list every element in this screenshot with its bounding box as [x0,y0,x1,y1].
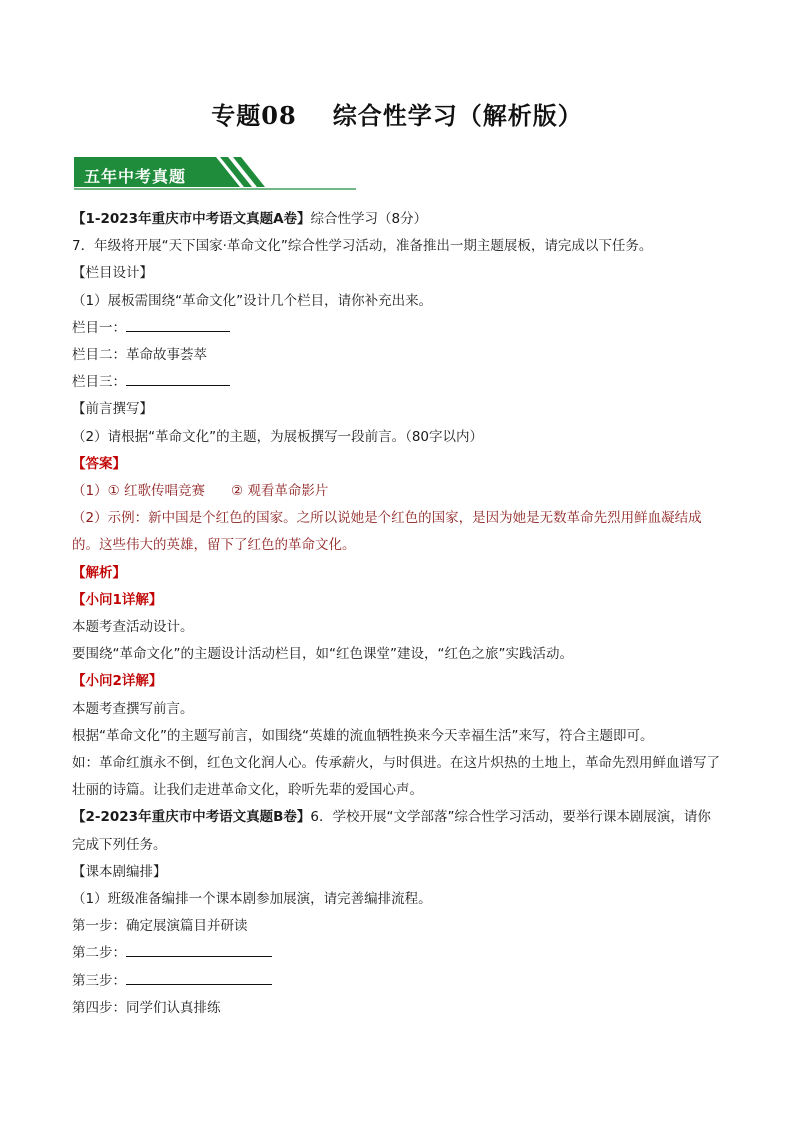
q2-section-play: 【课本剧编排】 [72,863,167,880]
question-content [72,206,724,1022]
q1-column-2: 栏目二：革命故事荟萃 [72,347,207,364]
q2-subquestion-1: （1）班级准备编排一个课本剧参加展演，请完善编排流程。 [72,891,432,908]
title-prefix: 专题08 [211,101,297,130]
banner-label: 五年中考真题 [84,167,187,186]
q1-section-column-design: 【栏目设计】 [72,265,153,282]
q1-stem: 7．年级将开展“天下国家·革命文化”综合性学习活动，准备推出一期主题展板，请完成以下任务。 [72,238,653,255]
q1-source-suffix: 综合性学习（8分） [310,211,428,227]
analysis-label: 【解析】 [72,564,126,581]
answer-2: （2）示例：新中国是个红色的国家。之所以说她是个红色的国家，是因为她是无数革命先烈用鲜血凝结成的。这些伟大的英雄，留下了红色的革命文化。 [72,510,702,554]
answer-1 [72,478,724,505]
small-question-1-label: 【小问1详解】 [72,591,163,608]
q2-step-4: 第四步：同学们认真排练 [72,999,221,1016]
small-question-2-label: 【小问2详解】 [72,673,163,690]
q2-step-1: 第一步：确定展演篇目并研读 [72,918,248,935]
small-question-1-line-2: 要围绕“革命文化”的主题设计活动栏目，如“红色课堂”建设，“红色之旅”实践活动。 [72,646,573,663]
q1-column-3-blank [126,371,230,386]
answer-1-b: ② 观看革命影片 [230,483,329,500]
q2-header [72,804,724,858]
small-question-2-line-2: 根据“革命文化”的主题写前言，如围绕“英雄的流血牺牲换来今天幸福生活”来写，符合主题即可。 [72,727,654,744]
q1-column-1-blank [126,317,230,332]
q2-source: 【2-2023年重庆市中考语文真题B卷】 [72,809,311,826]
small-question-1-line-1: 本题考查活动设计。 [72,619,194,636]
q2-step-3-blank [126,970,272,985]
q1-column-3-label: 栏目三： [72,374,126,391]
q1-header [72,206,724,233]
q2-step-3-label: 第三步： [72,972,126,989]
q1-column-3 [72,369,724,396]
answer-1-a: （1）① 红歌传唱竞赛 [72,483,205,500]
answer-label: 【答案】 [72,455,126,472]
small-question-2-line-3: 如：革命红旗永不倒，红色文化润人心。传承薪火，与时俱进。在这片炽热的土地上，革命先烈用鲜血谱写了壮丽的诗篇。让我们走进革命文化，聆听先辈的爱国心声。 [72,755,720,799]
q1-subquestion-2: （2）请根据“革命文化”的主题，为展板撰写一段前言。（80字以内） [72,428,484,445]
small-question-2-line-1: 本题考查撰写前言。 [72,700,194,717]
q1-column-1 [72,315,724,342]
q2-stem: 6．学校开展“文学部落”综合性学习活动，要举行课本剧展演，请你完成下列任务。 [72,809,711,853]
q1-section-preface: 【前言撰写】 [72,401,153,418]
q2-step-3 [72,968,724,995]
title-main: 综合性学习（解析版） [332,101,583,130]
q1-column-1-label: 栏目一： [72,319,126,336]
q1-source: 【1-2023年重庆市中考语文真题A卷】 [72,211,311,227]
page-title [0,96,794,131]
q1-subquestion-1: （1）展板需围绕“革命文化”设计几个栏目，请你补充出来。 [72,292,433,309]
q2-step-2-label: 第二步： [72,945,126,962]
q2-step-2 [72,940,724,967]
q2-step-2-blank [126,942,272,957]
